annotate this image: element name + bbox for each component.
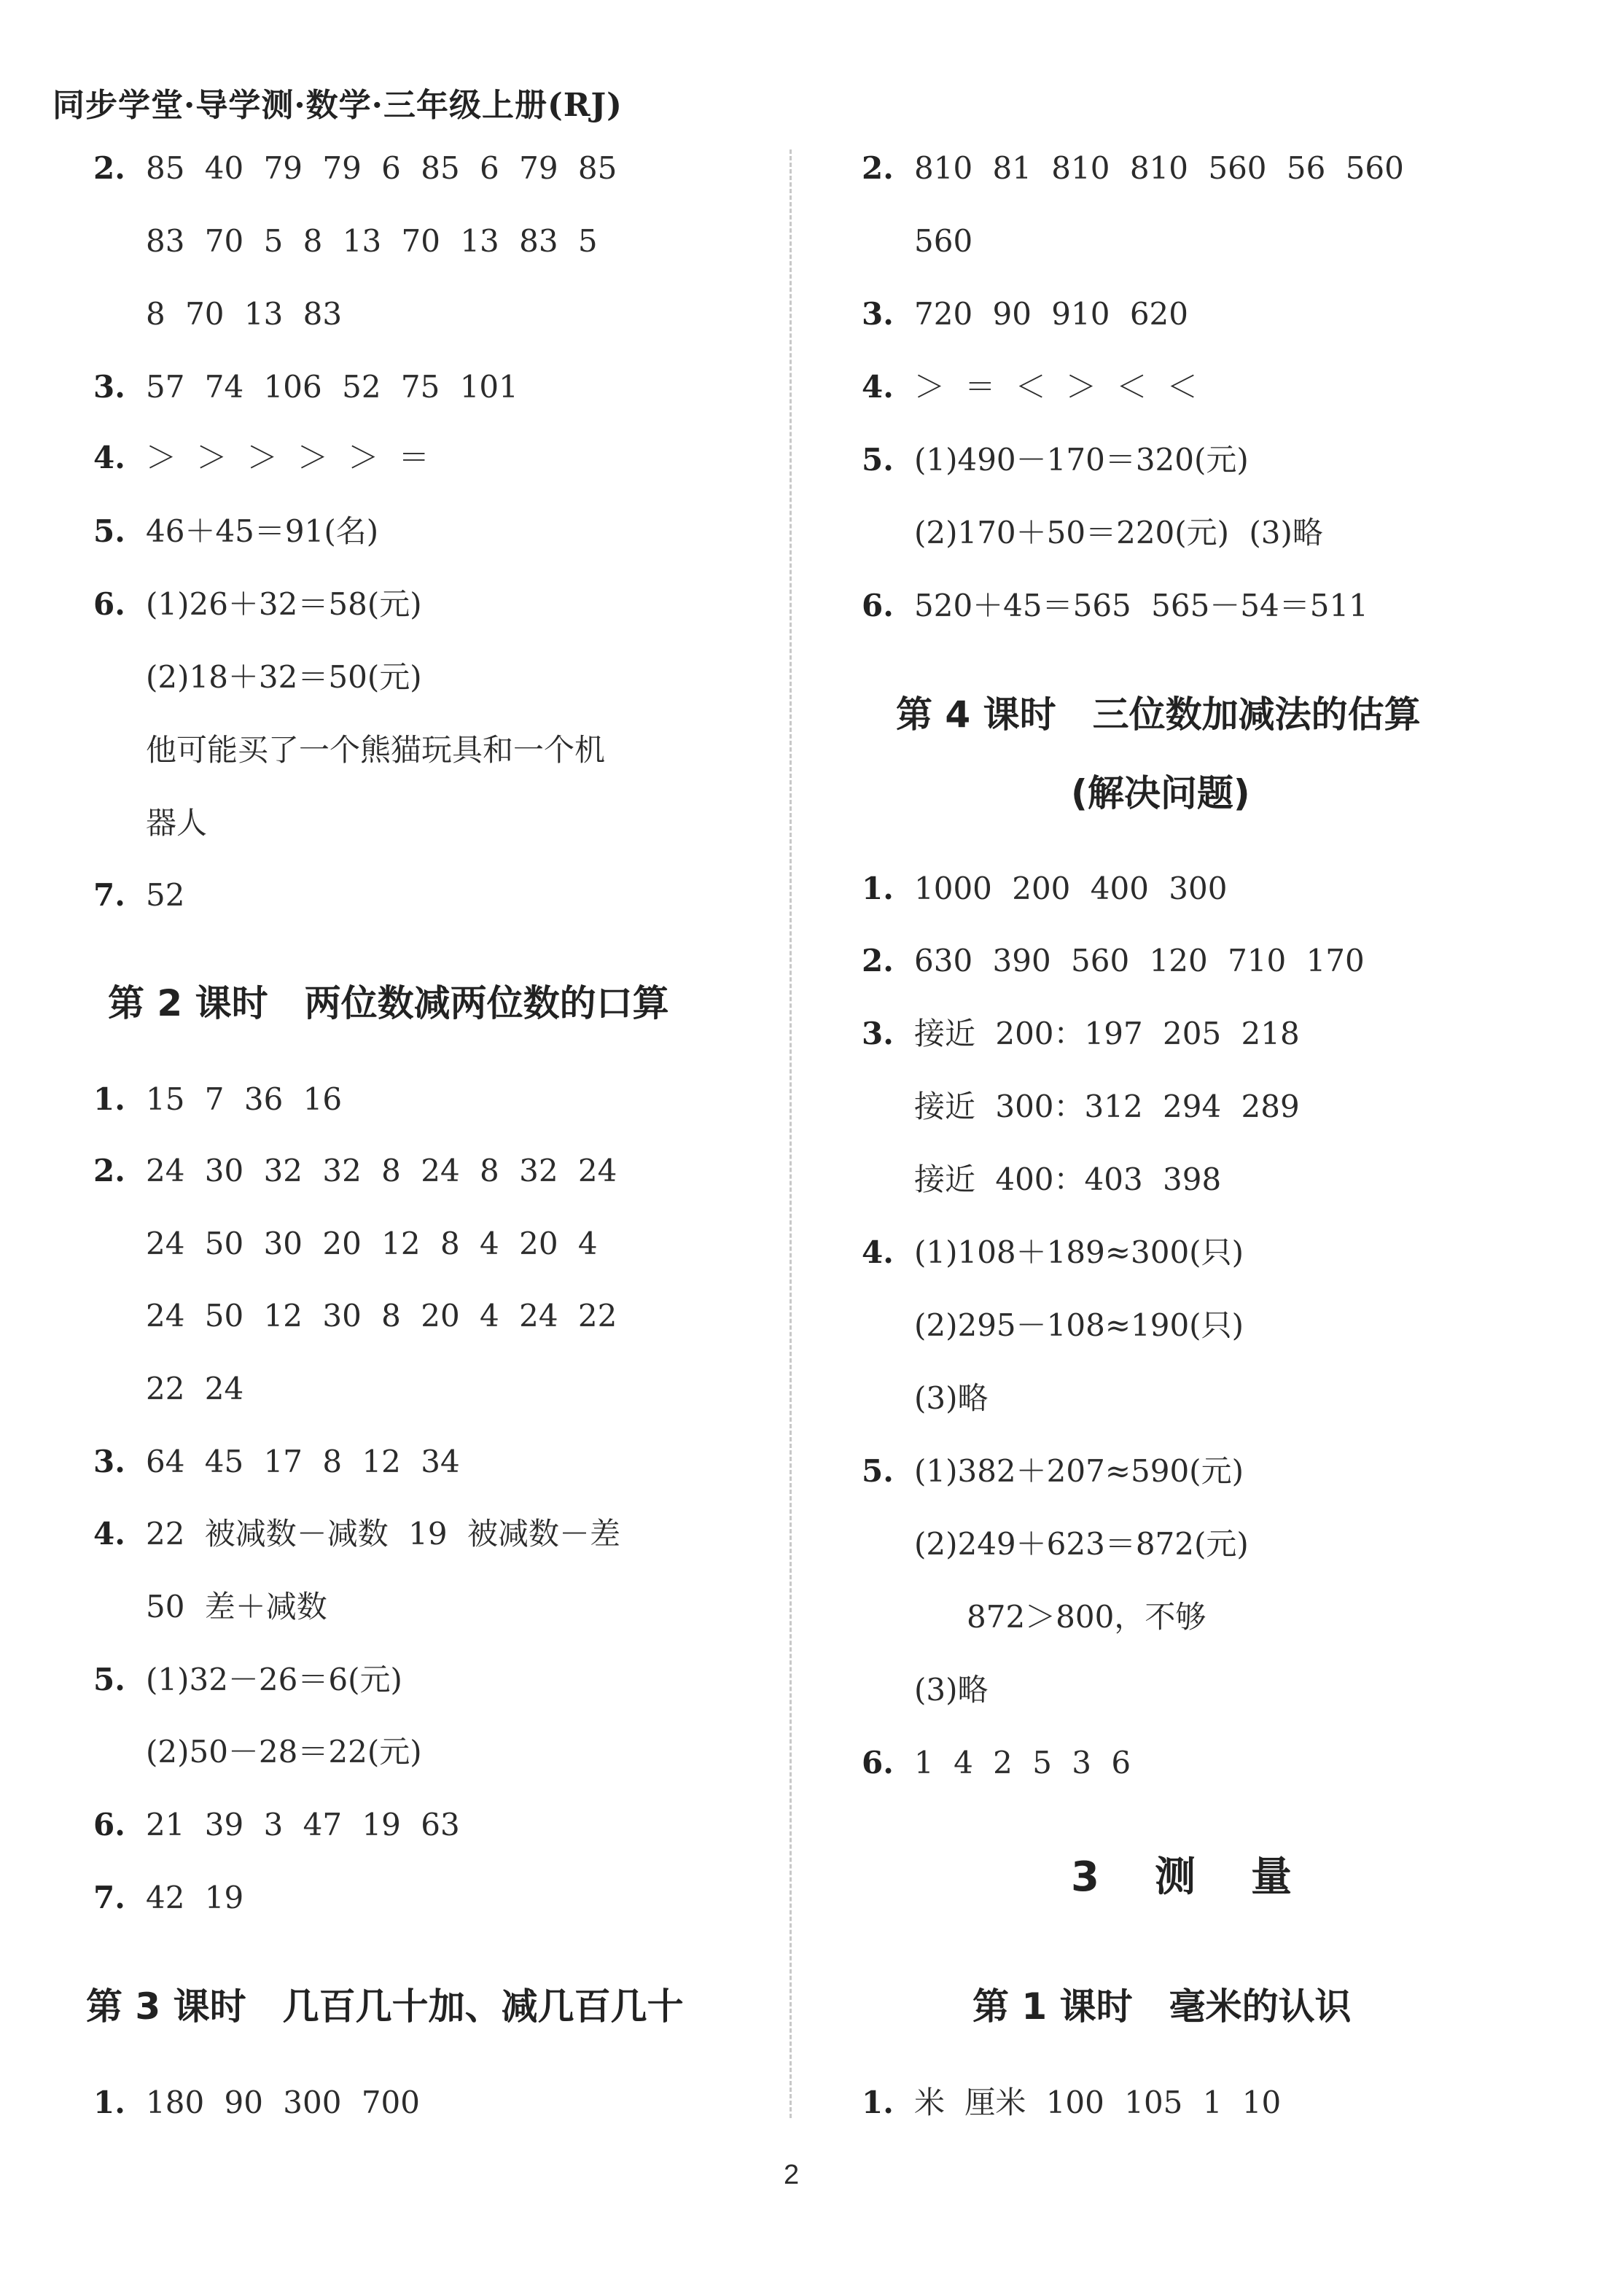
answer-row: 1. 15 7 36 16: [93, 1081, 343, 1117]
chapter-title: 3 测 量: [1071, 1853, 1299, 1901]
answer-row: 7. 52: [93, 877, 185, 913]
answer-row: 6. (1)26＋32＝58(元): [93, 586, 422, 622]
answer-row: (3)略: [914, 1380, 989, 1416]
answer-row: 50 差＋减数: [146, 1589, 327, 1624]
answer-row: 4. 22 被减数－减数 19 被减数－差: [93, 1516, 620, 1552]
answer-row: 1. 米 厘米 100 105 1 10: [862, 2085, 1282, 2120]
answer-row: (2)18＋32＝50(元): [146, 659, 422, 695]
answer-row: 2. 24 30 32 32 8 24 8 32 24: [93, 1153, 617, 1188]
answer-row: (2)295－108≈190(只): [914, 1307, 1244, 1343]
lesson-title: 第 2 课时 两位数减两位数的口算: [108, 982, 669, 1024]
lesson-title: 第 3 课时 几百几十加、减几百几十: [86, 1985, 684, 2028]
lesson-title: 第 1 课时 毫米的认识: [972, 1985, 1352, 2028]
answer-row: 器人: [146, 805, 208, 841]
answer-row: (2)170＋50＝220(元) (3)略: [914, 515, 1323, 550]
answer-row: 1. 180 90 300 700: [93, 2085, 420, 2120]
answer-row: 560: [914, 223, 973, 259]
answer-row: 7. 42 19: [93, 1880, 244, 1915]
page-number: 2: [784, 2160, 800, 2190]
answer-row: 872＞800，不够: [967, 1599, 1206, 1635]
answer-row: 24 50 30 20 12 8 4 20 4: [146, 1226, 598, 1261]
answer-row: 4. (1)108＋189≈300(只): [862, 1234, 1244, 1270]
answer-row: (3)略: [914, 1672, 989, 1708]
column-divider: [790, 149, 792, 2118]
answer-row: 6. 1 4 2 5 3 6: [862, 1745, 1131, 1781]
page-header: 同步学堂·导学测·数学·三年级上册(RJ): [52, 87, 623, 124]
lesson-title: 第 4 课时 三位数加减法的估算: [896, 693, 1421, 736]
answer-row: 2. 810 81 810 810 560 56 560: [862, 150, 1404, 186]
lesson-subtitle: (解决问题): [1071, 772, 1250, 814]
answer-row: 6. 520＋45＝565 565－54＝511: [862, 588, 1368, 623]
answer-row: 2. 85 40 79 79 6 85 6 79 85: [93, 150, 617, 186]
answer-row: (2)50－28＝22(元): [146, 1734, 422, 1770]
answer-row: 3. 57 74 106 52 75 101: [93, 369, 518, 405]
answer-row: 3. 64 45 17 8 12 34: [93, 1444, 460, 1479]
answer-row: 5. (1)382＋207≈590(元): [862, 1453, 1244, 1489]
answer-row: 接近 300：312 294 289: [914, 1089, 1300, 1124]
answer-row: 24 50 12 30 8 20 4 24 22: [146, 1298, 617, 1334]
answer-row: (2)249＋623＝872(元): [914, 1526, 1249, 1562]
answer-row: 5. 46＋45＝91(名): [93, 513, 379, 549]
answer-row: 5. (1)32－26＝6(元): [93, 1662, 402, 1697]
answer-row: 83 70 5 8 13 70 13 83 5: [146, 223, 598, 259]
answer-row: 接近 400：403 398: [914, 1161, 1222, 1197]
answer-row: 6. 21 39 3 47 19 63: [93, 1807, 460, 1842]
answer-row: 3. 720 90 910 620: [862, 296, 1188, 332]
answer-row: 2. 630 390 560 120 710 170: [862, 943, 1365, 978]
answer-row: 8 70 13 83: [146, 296, 343, 332]
answer-row: 4. ＞ ＝ ＜ ＞ ＜ ＜: [862, 369, 1198, 405]
answer-row: 1. 1000 200 400 300: [862, 871, 1228, 906]
answer-row: 22 24: [146, 1371, 244, 1406]
answer-row: 4. ＞ ＞ ＞ ＞ ＞ ＝: [93, 440, 429, 475]
answer-row: 5. (1)490－170＝320(元): [862, 442, 1249, 478]
answer-row: 3. 接近 200：197 205 218: [862, 1016, 1300, 1051]
answer-row: 他可能买了一个熊猫玩具和一个机: [146, 732, 606, 768]
